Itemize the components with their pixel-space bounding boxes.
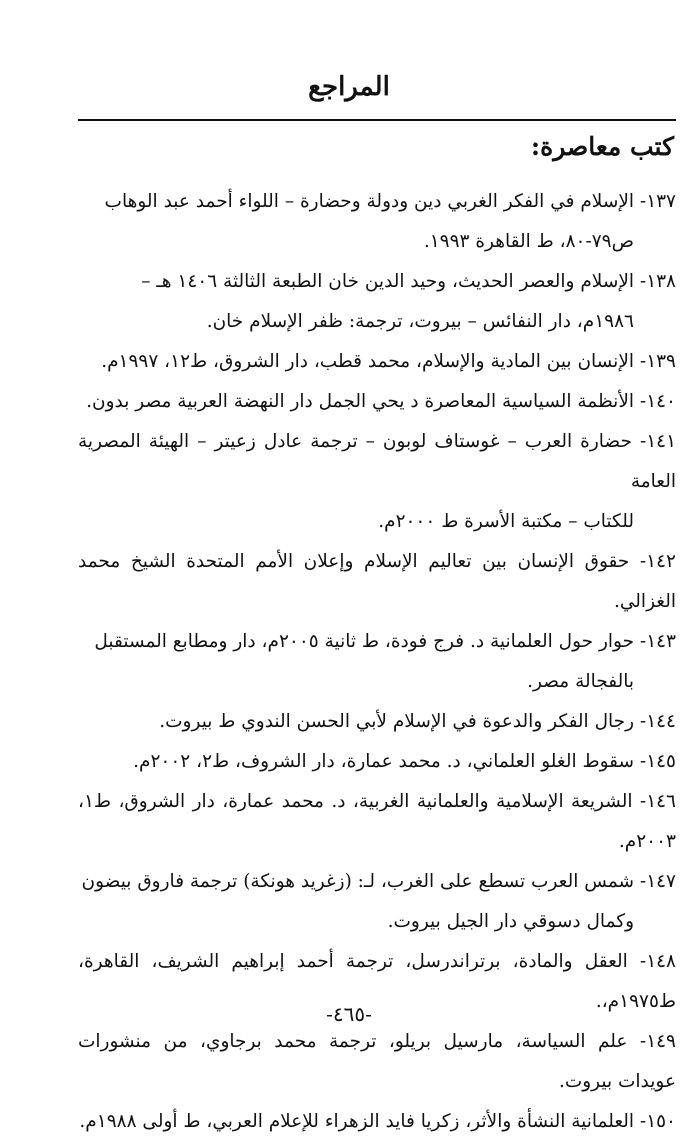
reference-item — [78, 742, 676, 782]
reference-text: العلمانية النشأة والأثر، زكريا فايد الزهراء للإعلام العربي، ط أولى ١٩٨٨م. — [79, 1111, 635, 1132]
reference-text: الأنظمة السياسية المعاصرة د يحي الجمل دار النهضة العربية مصر بدون. — [86, 391, 635, 412]
reference-number: ١٤٣- — [639, 631, 676, 652]
reference-continuation: ص٧٩-٨٠، ط القاهرة ١٩٩٣. — [423, 231, 634, 252]
reference-text: حضارة العرب – غوستاف لوبون – ترجمة عادل زعيتر – الهيئة المصرية العامة — [78, 431, 676, 492]
reference-continuation: للكتاب – مكتبة الأسرة ط ٢٠٠٠م. — [378, 511, 634, 532]
reference-number: ١٣٩- — [639, 351, 676, 372]
reference-number: ١٤٤- — [639, 711, 676, 732]
reference-item — [78, 622, 676, 702]
reference-list — [78, 182, 676, 1142]
reference-item — [78, 182, 676, 262]
reference-number: ١٤٨- — [639, 951, 676, 972]
reference-item — [78, 342, 676, 382]
reference-number: ١٤٠- — [639, 391, 676, 412]
reference-text: الإنسان بين المادية والإسلام، محمد قطب، دار الشروق، ط١٢، ١٩٩٧م. — [101, 351, 635, 372]
reference-text: الإسلام والعصر الحديث، وحيد الدين خان الطبعة الثالثة ١٤٠٦ هـ – — [141, 271, 635, 292]
reference-number: ١٤٦- — [639, 791, 676, 812]
section-title: كتب معاصرة: — [530, 132, 674, 161]
reference-item — [78, 1102, 676, 1142]
page-header-title: المراجع — [308, 72, 390, 102]
reference-text: العقل والمادة، برتراندرسل، ترجمة أحمد إبراهيم الشريف، القاهرة، ط١٩٧٥م،. — [78, 951, 676, 1012]
reference-item — [78, 542, 676, 622]
reference-text: الإسلام في الفكر الغربي دين ودولة وحضارة – اللواء أحمد عبد الوهاب — [104, 191, 635, 212]
reference-text: رجال الفكر والدعوة في الإسلام لأبي الحسن الندوي ط بيروت. — [159, 711, 635, 732]
reference-item — [78, 1022, 676, 1102]
reference-number: ١٤٥- — [639, 751, 676, 772]
reference-text: حقوق الإنسان بين تعاليم الإسلام وإعلان الأمم المتحدة الشيخ محمد الغزالي. — [78, 551, 676, 612]
reference-number: ١٤٧- — [639, 871, 676, 892]
reference-number: ١٤٩- — [639, 1031, 676, 1052]
reference-continuation: بالفجالة مصر. — [527, 671, 634, 692]
reference-text: حوار حول العلمانية د. فرج فودة، ط ثانية ٢٠٠٥م، دار ومطابع المستقبل — [94, 631, 635, 652]
reference-item — [78, 862, 676, 942]
reference-number: ١٣٧- — [639, 191, 676, 212]
reference-number: ١٥٠- — [639, 1111, 676, 1132]
reference-continuation: ١٩٨٦م، دار النفائس – بيروت، ترجمة: ظفر الإسلام خان. — [206, 311, 634, 332]
reference-text: سقوط الغلو العلماني، د. محمد عمارة، دار الشروف، ط٢، ٢٠٠٢م. — [133, 751, 635, 772]
reference-number: ١٤٢- — [639, 551, 676, 572]
reference-item — [78, 262, 676, 342]
page-number: -٤٦٥- — [326, 1002, 372, 1026]
header-divider — [78, 119, 676, 121]
reference-text: علم السياسة، مارسيل بريلو، ترجمة محمد برجاوي، من منشورات عويدات بيروت. — [78, 1031, 676, 1092]
reference-item — [78, 702, 676, 742]
reference-item — [78, 782, 676, 862]
reference-item — [78, 382, 676, 422]
reference-text: الشريعة الإسلامية والعلمانية الغربية، د. محمد عمارة، دار الشروق، ط١، ٢٠٠٣م. — [78, 791, 676, 852]
reference-number: ١٤١- — [639, 431, 677, 452]
reference-continuation: وكمال دسوقي دار الجيل بيروت. — [387, 911, 634, 932]
reference-number: ١٣٨- — [639, 271, 676, 292]
reference-item — [78, 422, 676, 542]
reference-text: شمس العرب تسطع على الغرب، لـ: (زغريد هونكة) ترجمة فاروق بيضون — [81, 871, 635, 892]
